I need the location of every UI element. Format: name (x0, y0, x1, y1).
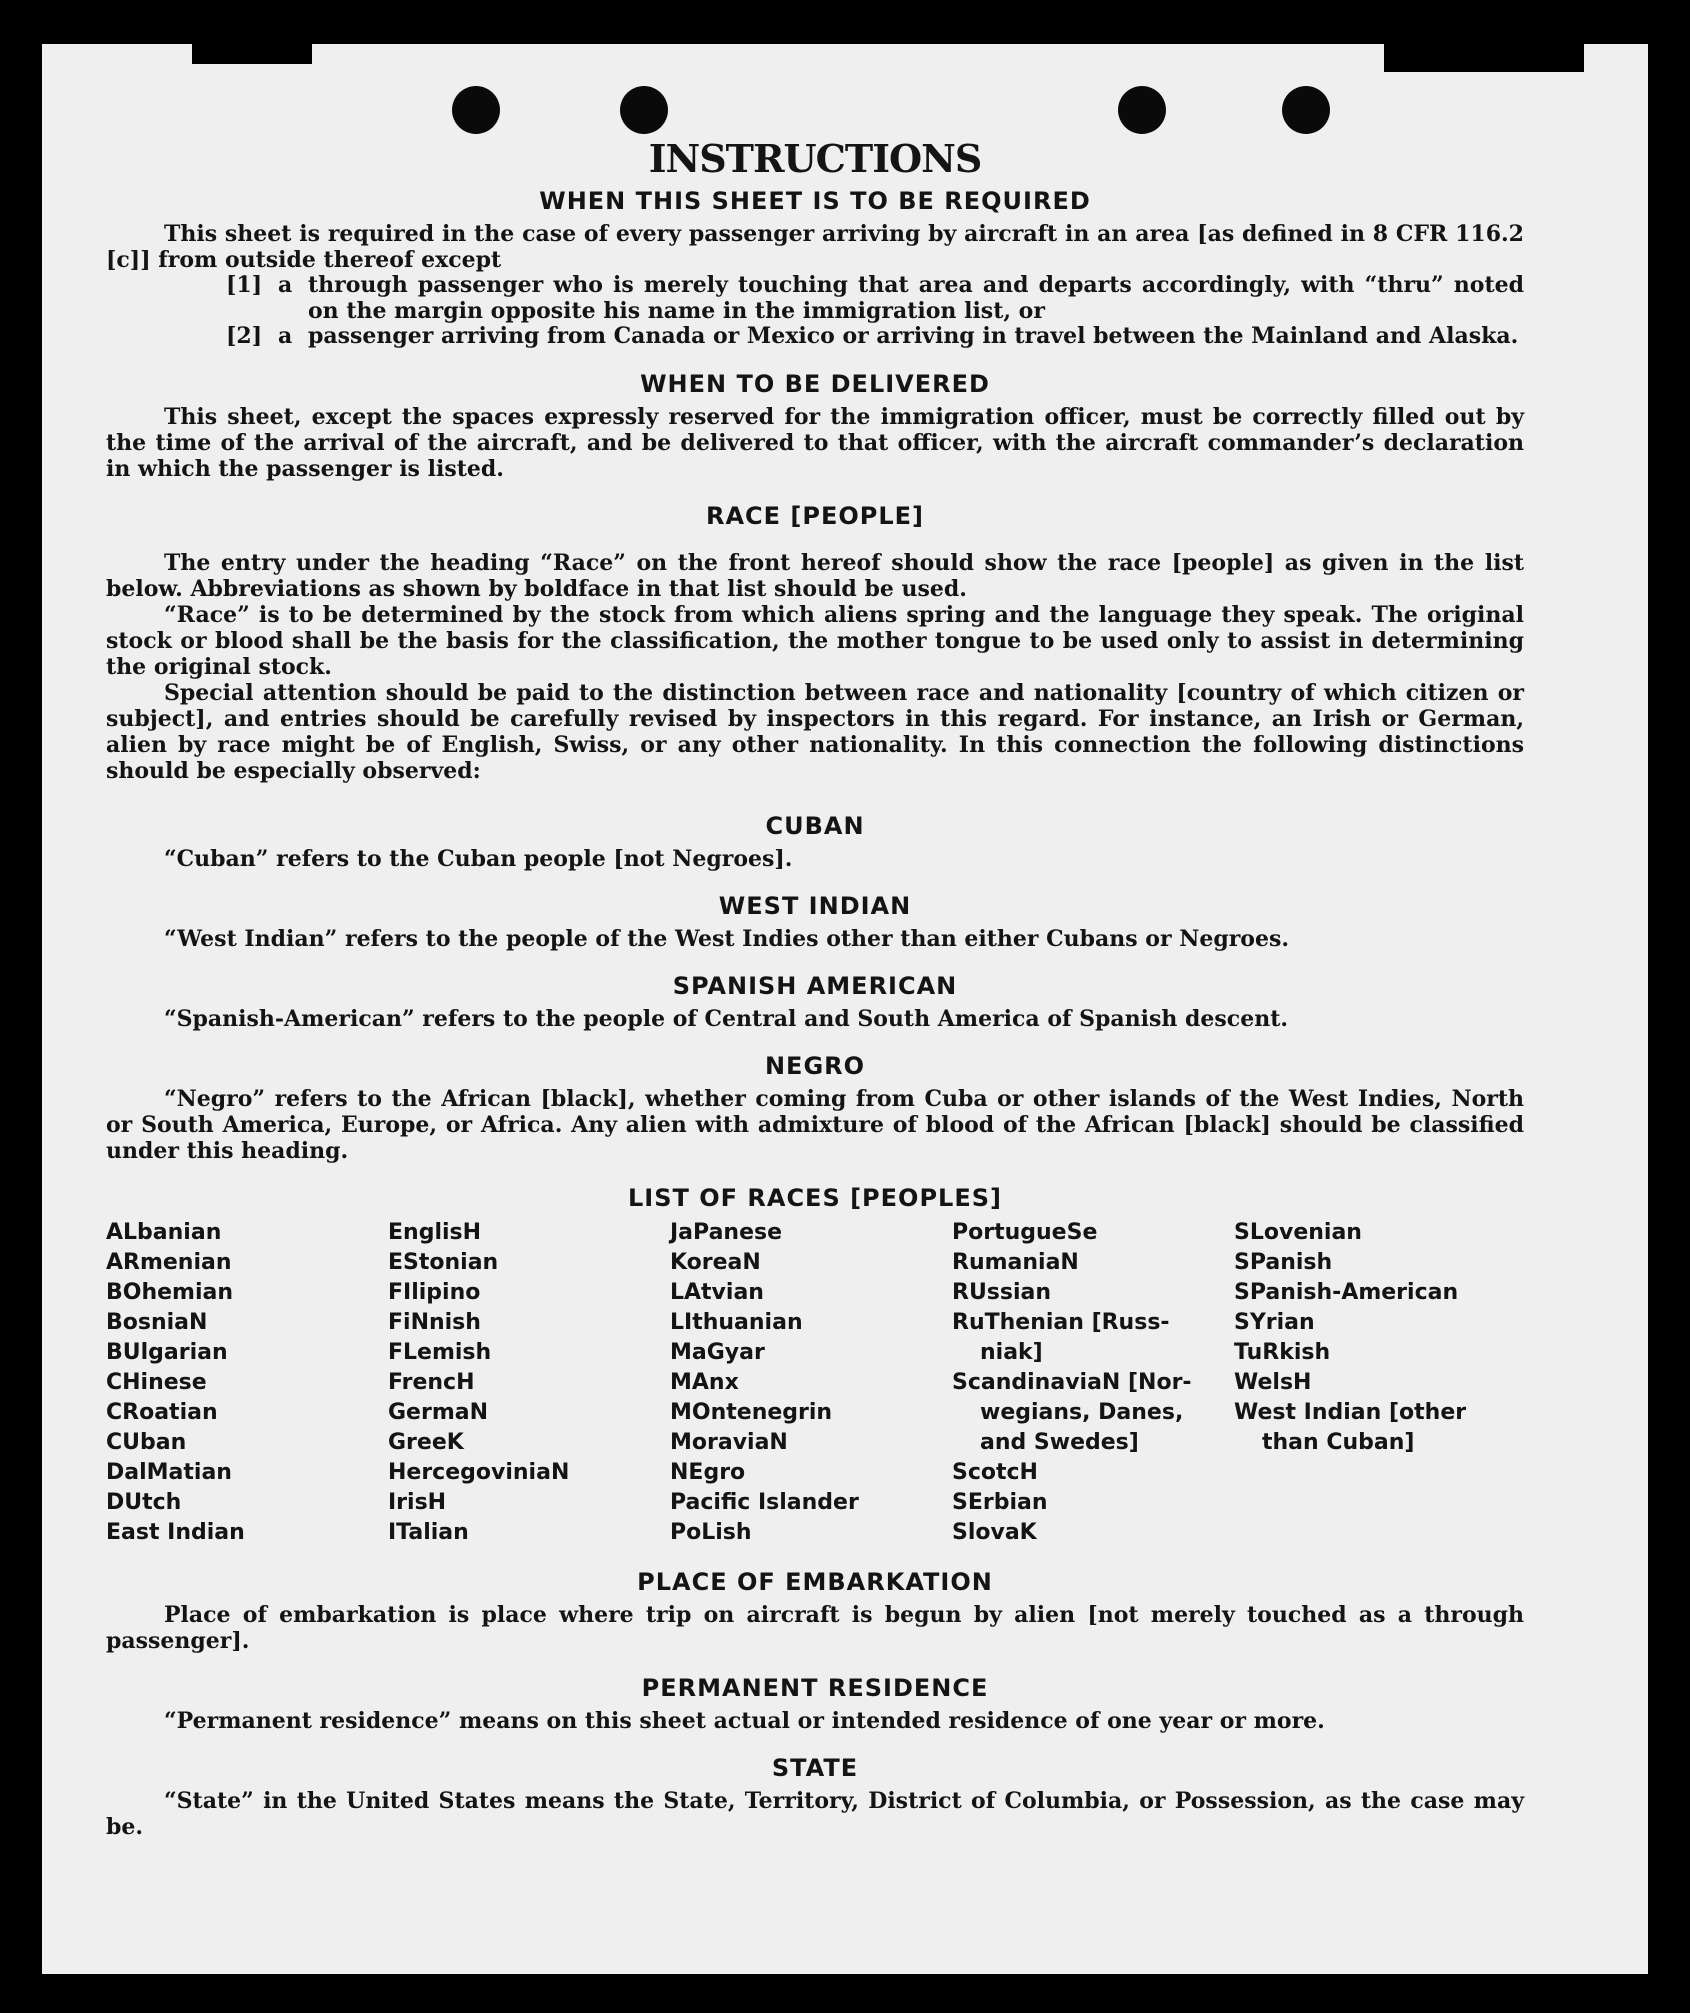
heading-state: STATE (771, 1753, 859, 1782)
item-letter: a (278, 272, 293, 298)
race-entry: ITalian (388, 1519, 469, 1545)
race-entry: MoraviaN (670, 1429, 788, 1455)
race-entry: CUban (106, 1429, 187, 1455)
list-item (226, 324, 1524, 350)
heading-permanent-residence: PERMANENT RESIDENCE (641, 1673, 989, 1702)
race-entry: EnglisH (388, 1219, 482, 1245)
paragraph-when-delivered: This sheet, except the spaces expressly reserved for the immigration officer, must be correctly filled out by the time of the arrival of the aircraft, and be delivered to that officer, with the aircraft commander’s declaration in which the passenger is listed. (106, 403, 1524, 482)
race-entry: PoLish (670, 1519, 752, 1545)
race-entry: FiNnish (388, 1309, 481, 1335)
race-entry: and Swedes] (980, 1429, 1139, 1455)
heading-cuban: CUBAN (765, 811, 865, 840)
paragraph-race-1: The entry under the heading “Race” on the front hereof should show the race [people] as given in the list below. Abbreviations as shown by boldface in that list should be used. (106, 549, 1524, 602)
race-entry: RuThenian [Russ- (952, 1309, 1170, 1335)
heading-race: RACE [PEOPLE] (705, 501, 925, 530)
race-entry: GreeK (388, 1429, 464, 1455)
race-entry: SPanish-American (1234, 1279, 1459, 1305)
heading-list-of-races: LIST OF RACES [PEOPLES] (628, 1183, 1002, 1212)
list-item (226, 273, 1524, 324)
heading-when-delivered: WHEN TO BE DELIVERED (640, 369, 990, 398)
races-column (670, 1218, 952, 1548)
races-column (388, 1218, 670, 1548)
race-entry: East Indian (106, 1519, 245, 1545)
race-entry: LAtvian (670, 1279, 764, 1305)
item-letter: a (278, 323, 293, 349)
race-entry: wegians, Danes, (980, 1399, 1184, 1425)
page-title: INSTRUCTIONS (648, 136, 982, 181)
paragraph-cuban: “Cuban” refers to the Cuban people [not Negroes]. (164, 845, 793, 872)
race-entry: MAnx (670, 1369, 739, 1395)
race-entry: ARmenian (106, 1249, 232, 1275)
instructions-content (106, 92, 1524, 1840)
race-entry: ScotcH (952, 1459, 1038, 1485)
race-entry: FrencH (388, 1369, 475, 1395)
race-entry: ScandinaviaN [Nor- (952, 1369, 1192, 1395)
item-number: [1] (226, 272, 263, 298)
race-entry: RumaniaN (952, 1249, 1079, 1275)
heading-embarkation: PLACE OF EMBARKATION (637, 1567, 993, 1596)
race-entry: BOhemian (106, 1279, 234, 1305)
item-text: passenger arriving from Canada or Mexico or arriving in travel between the Mainland and Alaska. (308, 323, 1519, 349)
race-entry: West Indian [other (1234, 1399, 1467, 1425)
paragraph-race-2: “Race” is to be determined by the stock from which aliens spring and the language they speak. The original stock or blood shall be the basis for the classification, the mother tongue to be used only to assist in determining the original stock. (106, 601, 1524, 680)
race-entry: MaGyar (670, 1339, 765, 1365)
race-entry: HercegoviniaN (388, 1459, 570, 1485)
race-entry: ALbanian (106, 1219, 222, 1245)
race-entry: DUtch (106, 1489, 182, 1515)
race-entry: EStonian (388, 1249, 499, 1275)
race-entry: GermaN (388, 1399, 489, 1425)
paragraph-permanent-residence: “Permanent residence” means on this sheet actual or intended residence of one year or more. (164, 1707, 1325, 1734)
paragraph-embarkation: Place of embarkation is place where trip on aircraft is begun by alien [not merely touched as a through passenger]. (106, 1601, 1524, 1654)
heading-when-required: WHEN THIS SHEET IS TO BE REQUIRED (539, 187, 1091, 215)
race-entry: than Cuban] (1262, 1429, 1415, 1455)
races-column (106, 1218, 388, 1548)
heading-west-indian: WEST INDIAN (718, 891, 912, 920)
races-column (1234, 1218, 1524, 1548)
paragraph-race-3: Special attention should be paid to the distinction between race and nationality [country of which citizen or subject], and entries should be carefully revised by inspectors in this regard. For instance, an Irish or German, alien by race might be of English, Swiss, or any other nationality. In this connection the following distinctions should be especially observed: (106, 679, 1524, 784)
race-entry: IrisH (388, 1489, 447, 1515)
race-entry: PortugueSe (952, 1219, 1098, 1245)
race-entry: MOntenegrin (670, 1399, 833, 1425)
paragraph-spanish-american: “Spanish-American” refers to the people of Central and South America of Spanish descent. (164, 1005, 1289, 1032)
paragraph-west-indian: “West Indian” refers to the people of the West Indies other than either Cubans or Negroes. (164, 925, 1290, 952)
race-entry: SLovenian (1234, 1219, 1362, 1245)
heading-spanish-american: SPANISH AMERICAN (672, 971, 958, 1000)
race-entry: NEgro (670, 1459, 746, 1485)
race-entry: SErbian (952, 1489, 1048, 1515)
heading-negro: NEGRO (764, 1051, 866, 1080)
paragraph-negro: “Negro” refers to the African [black], whether coming from Cuba or other islands of the West Indies, North or South America, Europe, or Africa. Any alien with admixture of blood of the African [black] should be classified under this heading. (106, 1085, 1524, 1164)
race-entry: niak] (980, 1339, 1043, 1365)
race-entry: CHinese (106, 1369, 207, 1395)
race-entry: Pacific Islander (670, 1489, 859, 1515)
race-entry: RUssian (952, 1279, 1052, 1305)
race-entry: SYrian (1234, 1309, 1315, 1335)
paragraph-state: “State” in the United States means the State, Territory, District of Columbia, or Possession, as the case may be. (106, 1787, 1524, 1840)
race-entry: BosniaN (106, 1309, 208, 1335)
torn-edge (192, 44, 312, 64)
race-entry: SPanish (1234, 1249, 1333, 1275)
race-entry: CRoatian (106, 1399, 218, 1425)
race-entry: KoreaN (670, 1249, 761, 1275)
race-entry: DalMatian (106, 1459, 232, 1485)
races-list (106, 1218, 1524, 1548)
races-column (952, 1218, 1234, 1548)
race-entry: FIlipino (388, 1279, 481, 1305)
race-entry: BUlgarian (106, 1339, 228, 1365)
item-text: through passenger who is merely touching that area and departs accordingly, with “thru” noted on the margin opposite his name in the immigration list, or (308, 272, 1524, 324)
race-entry: WelsH (1234, 1369, 1312, 1395)
race-entry: LIthuanian (670, 1309, 803, 1335)
race-entry: JaPanese (670, 1219, 783, 1245)
item-number: [2] (226, 323, 263, 349)
race-entry: TuRkish (1234, 1339, 1331, 1365)
torn-edge (1384, 44, 1584, 72)
race-entry: SlovaK (952, 1519, 1037, 1545)
paragraph-when-required: This sheet is required in the case of every passenger arriving by aircraft in an area [as defined in 8 CFR 116.2 [c]] from outside thereof except (106, 221, 1524, 273)
race-entry: FLemish (388, 1339, 492, 1365)
